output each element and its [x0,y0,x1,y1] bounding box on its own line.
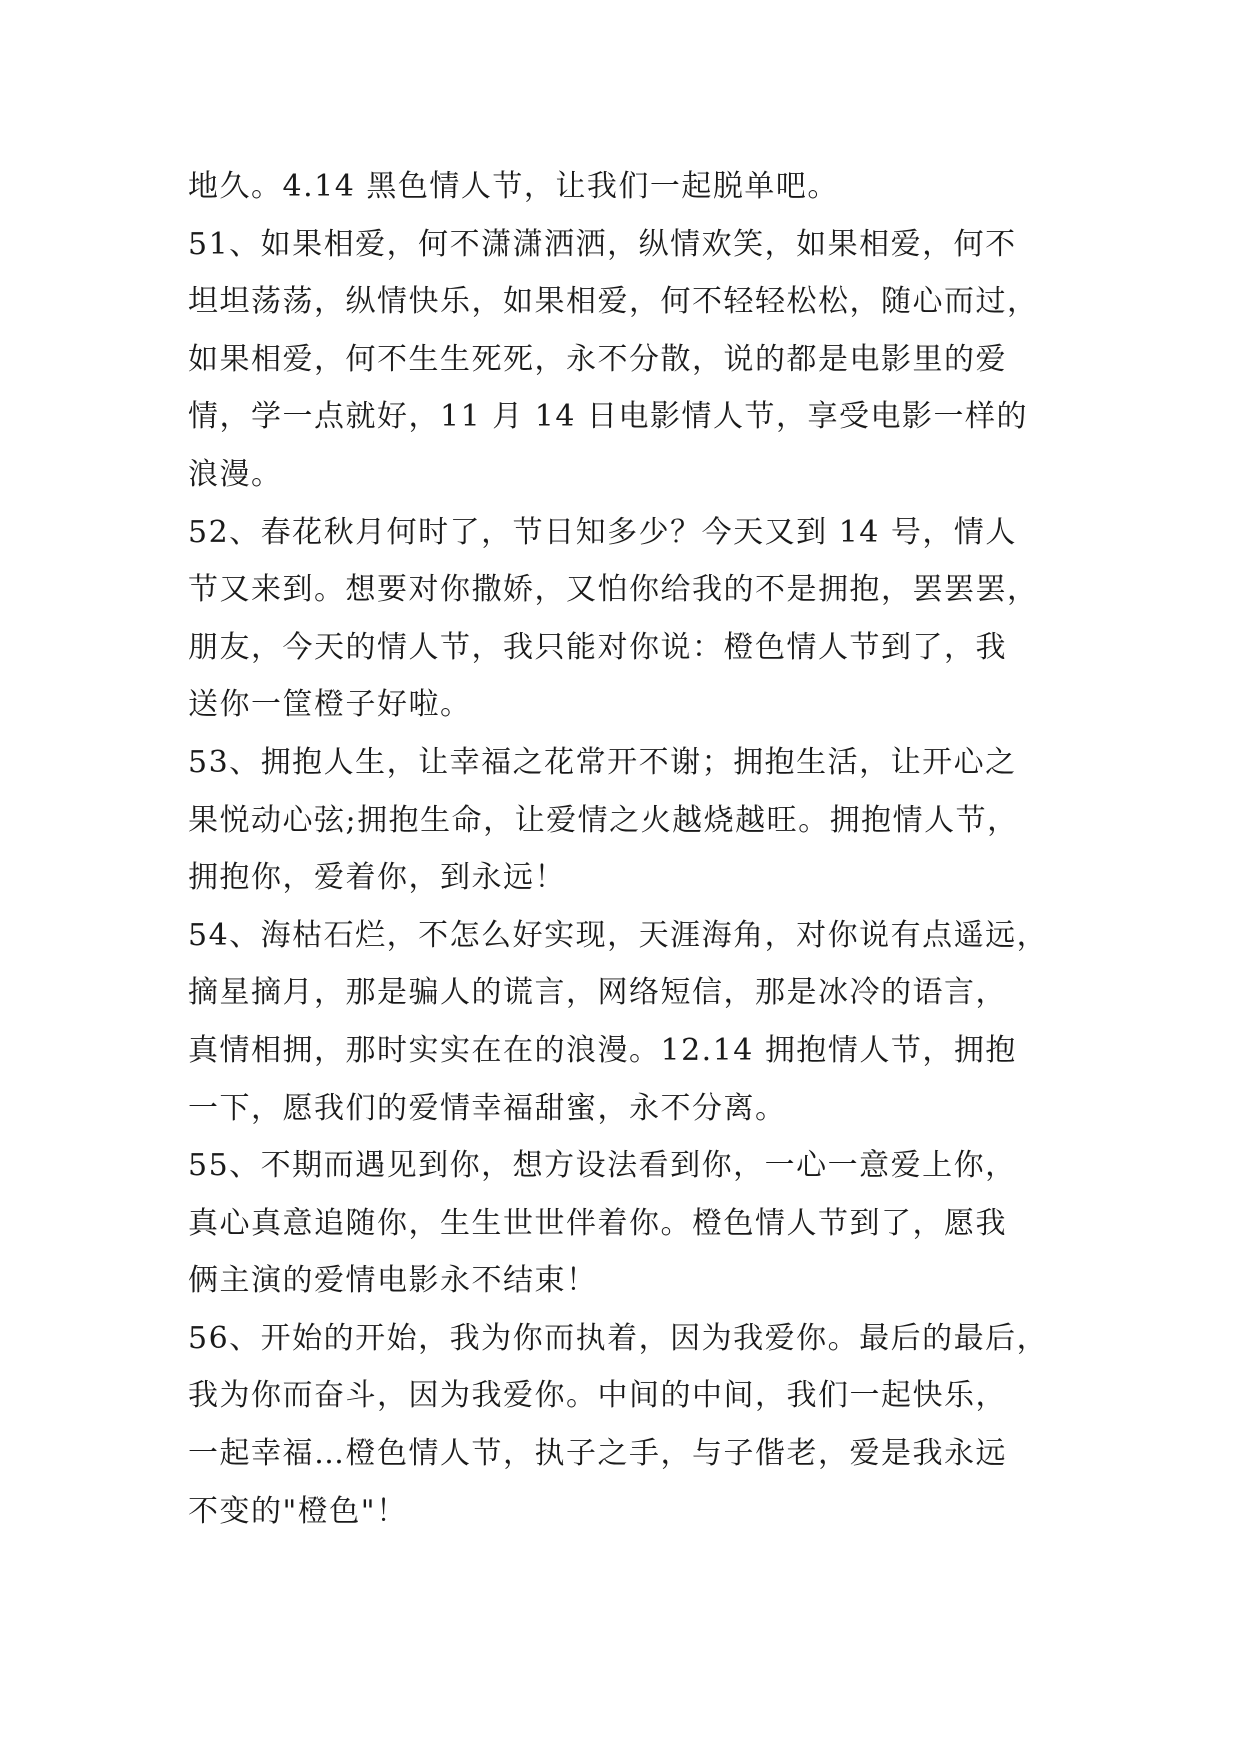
text-line: 地久。4.14 黑色情人节，让我们一起脱单吧。 [188,169,839,204]
text-line: 真心真意追随你，生生世世伴着你。橙色情人节到了，愿我 [188,1205,1007,1241]
text-line: 我为你而奋斗，因为我爱你。中间的中间，我们一起快乐， [188,1378,1007,1414]
text-line: 52、春花秋月何时了，节日知多少？今天又到 14 号，情人 [188,514,1017,550]
text-line: 如果相爱，何不生生死死，永不分散，说的都是电影里的爱 [188,341,1007,377]
text-line: 浪漫。 [188,456,283,492]
text-line: 一下，愿我们的爱情幸福甜蜜，永不分离。 [188,1090,787,1126]
text-line: 55、不期而遇见到你，想方设法看到你，一心一意爱上你， [188,1148,1017,1184]
text-line: 拥抱你，爱着你，到永远！ [188,860,566,896]
text-line: 送你一筐橙子好啦。 [188,687,472,723]
text-line: 53、拥抱人生，让幸福之花常开不谢；拥抱生活，让开心之 [188,744,1017,780]
text-line: 情，学一点就好，11 月 14 日电影情人节，享受电影一样的 [188,399,1028,435]
text-line: 真情相拥，那时实实在在的浪漫。12.14 拥抱情人节，拥抱 [188,1032,1017,1068]
text-line: 不变的"橙色"！ [188,1493,408,1529]
text-line: 摘星摘月，那是骗人的谎言，网络短信，那是冰冷的语言， [188,975,1007,1011]
text-line: 56、开始的开始，我为你而执着，因为我爱你。最后的最后， [188,1320,1049,1356]
text-line: 朋友，今天的情人节，我只能对你说：橙色情人节到了，我 [188,629,1007,665]
text-line: 坦坦荡荡，纵情快乐，如果相爱，何不轻轻松松，随心而过， [188,284,1039,320]
text-line: 俩主演的爱情电影永不结束！ [188,1263,598,1299]
text-line: 51、如果相爱，何不潇潇洒洒，纵情欢笑，如果相爱，何不 [188,226,1017,262]
text-line: 54、海枯石烂，不怎么好实现，天涯海角，对你说有点遥远， [188,917,1049,953]
text-line: 果悦动心弦;拥抱生命，让爱情之火越烧越旺。拥抱情人节， [188,802,1019,838]
text-line: 节又来到。想要对你撒娇，又怕你给我的不是拥抱，罢罢罢， [188,572,1039,608]
text-line: 一起幸福…橙色情人节，执子之手，与子偕老，爱是我永远 [188,1436,1007,1472]
document-body [188,158,1058,1540]
